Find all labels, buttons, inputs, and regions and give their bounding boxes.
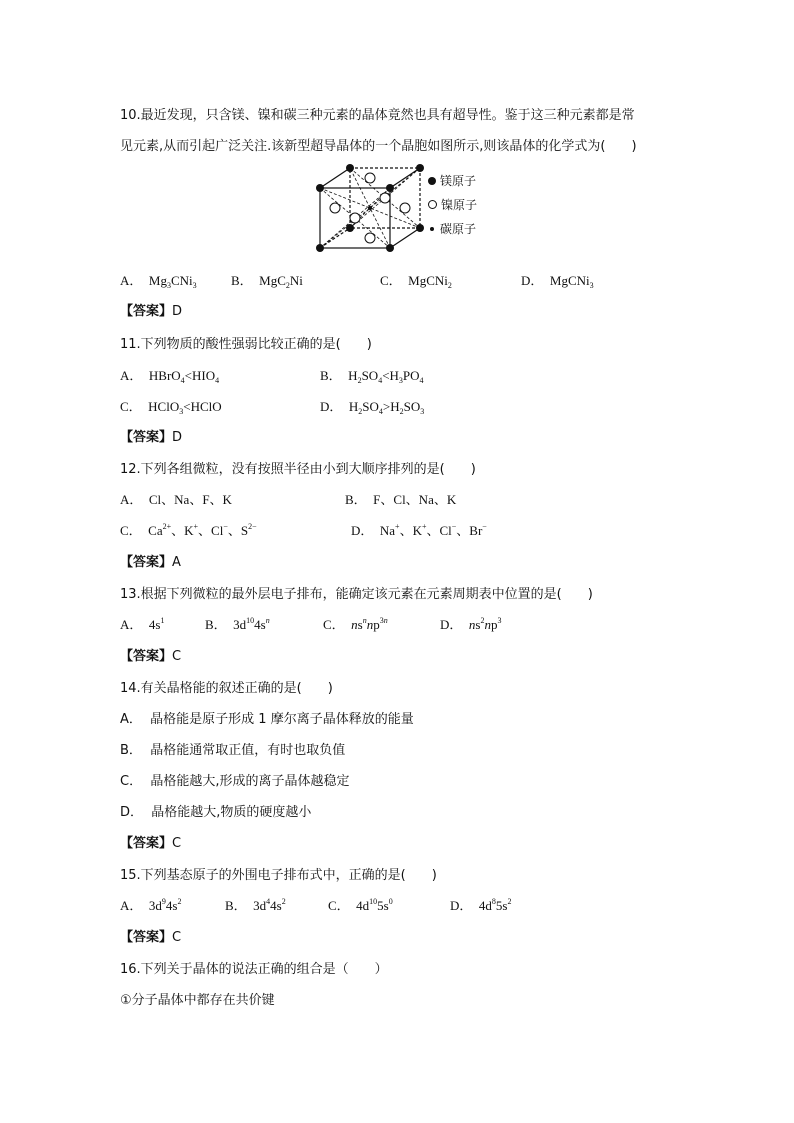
q10-option-d: D． MgCNi$_3$ (521, 273, 594, 290)
q11-option-b: B． $H_2SO_4<H_3PO_4$ (320, 368, 424, 385)
q14-option-d: D． 晶格能越大,物质的硬度越小 (120, 805, 312, 820)
q15-option-a: A． $3d^94s^2$ (120, 897, 182, 913)
q11-answer: 【答案】D (120, 430, 183, 445)
q12-option-a: A． Cl、Na、F、K (120, 492, 232, 507)
q13-answer: 【答案】C (120, 649, 182, 664)
q15-option-d: D． $4d^85s^2$ (450, 897, 512, 913)
q13-option-d: D． $ns^2np^3$ (440, 616, 502, 632)
q15-answer: 【答案】C (120, 930, 182, 945)
legend-c (428, 220, 476, 237)
q12-option-c: C． $Ca^{2+}$、K+、Cl−、$S^{2-}$ (120, 522, 257, 538)
q13-option-a: A． $4s^1$ (120, 616, 165, 632)
q15-stem: 15.下列基态原子的外围电子排布式中，正确的是( ) (120, 868, 437, 883)
q10-option-c: C． MgCNi$_2$ (380, 273, 452, 290)
q11-stem: 11.下列物质的酸性强弱比较正确的是( ) (120, 337, 372, 352)
q14-answer: 【答案】C (120, 836, 182, 851)
q10-answer: 【答案】D (120, 304, 183, 319)
legend-mg-label: 镁原子 (440, 174, 477, 188)
q10-option-b: B． MgC$_2$Ni (231, 273, 303, 290)
legend-c-label: 碳原子 (440, 222, 477, 236)
q10-option-a: A． $Mg_3CNi_3$ (120, 273, 197, 290)
q12-answer: 【答案】A (120, 555, 181, 570)
q11-option-a: A． $HBrO_4<HIO_4$ (120, 368, 220, 385)
q16-item-1: ①分子晶体中都存在共价键 (120, 993, 275, 1008)
c-dot-icon (430, 227, 434, 231)
q12-option-b: B． F、Cl、Na、K (345, 492, 457, 507)
q14-option-a: A． 晶格能是原子形成 1 摩尔离子晶体释放的能量 (120, 712, 414, 727)
q15-option-c: C． $4d^{10}5s^0$ (328, 897, 393, 913)
q13-stem: 13.根据下列微粒的最外层电子排布，能确定该元素在元素周期表中位置的是( ) (120, 587, 593, 602)
q14-stem: 14.有关晶格能的叙述正确的是( ) (120, 681, 333, 696)
q10-stem-line1: 10.最近发现，只含镁、镍和碳三种元素的晶体竟然也具有超导性。鉴于这三种元素都是常 (120, 108, 635, 123)
q14-option-b: B． 晶格能通常取正值，有时也取负值 (120, 743, 346, 758)
q11-option-c: C． HClO$_3$<HClO (120, 399, 222, 416)
ni-circle-icon (428, 200, 437, 209)
q11-option-d: D． $H_2SO_4>H_2SO_3$ (320, 399, 425, 416)
q13-option-c: C． $ns^nnp^{3n}$ (323, 616, 388, 632)
mg-dot-icon (428, 177, 436, 185)
legend-mg (428, 172, 476, 189)
q12-stem: 12.下列各组微粒，没有按照半径由小到大顺序排列的是( ) (120, 462, 476, 477)
q14-option-c: C． 晶格能越大,形成的离子晶体越稳定 (120, 774, 350, 789)
q16-stem: 16.下列关于晶体的说法正确的组合是（ ） (120, 962, 388, 977)
legend-ni (428, 196, 477, 213)
q10-stem-line2: 见元素,从而引起广泛关注.该新型超导晶体的一个晶胞如图所示,则该晶体的化学式为( ) (120, 139, 637, 154)
q13-option-b: B． $3d^{10}4s^n$ (205, 616, 270, 632)
q12-option-d: D． Na+、K+、Cl−、Br− (351, 522, 487, 538)
q15-option-b: B． $3d^44s^2$ (225, 897, 286, 913)
legend-ni-label: 镍原子 (441, 198, 478, 212)
